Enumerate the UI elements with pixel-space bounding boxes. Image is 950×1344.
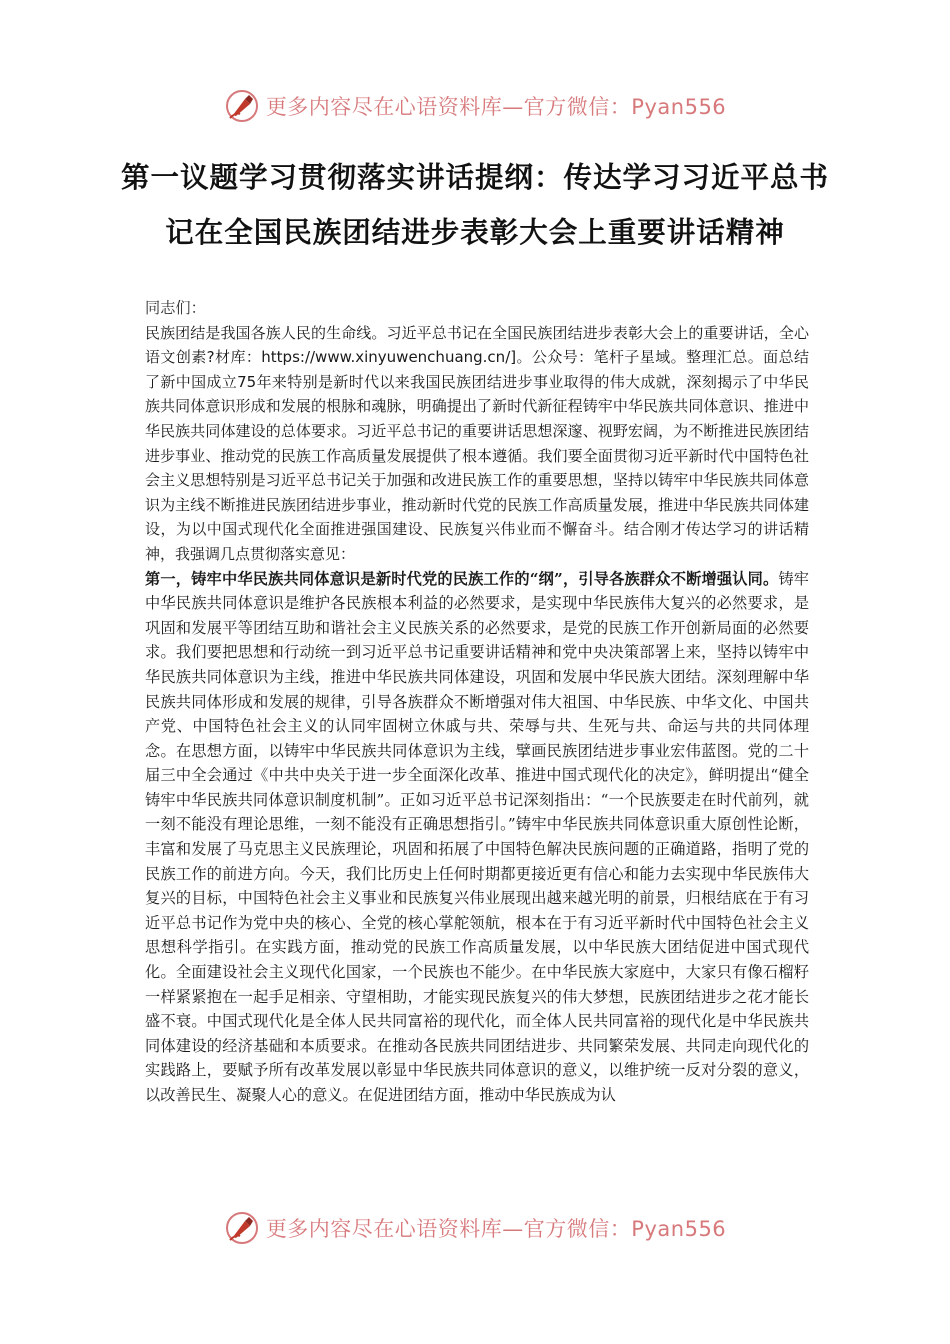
section-1-paragraph (145, 567, 809, 1108)
greeting: 同志们： (145, 299, 206, 317)
section-1-heading: 第一，铸牢中华民族共同体意识是新时代党的民族工作的“纲”，引导各族群众不断增强认同。 (145, 569, 779, 588)
watermark-banner-bottom (0, 1208, 950, 1248)
intro-paragraph: 民族团结是我国各族人民的生命线。习近平总书记在全国民族团结进步表彰大会上的重要讲话，全心语文创素?材库：https://www.xinyuwenchuang.cn/]。公众号：笔杆子星域。整理汇总。面总结了新中国成立75年来特别是新时代以来我国民族团结进步事业取得的伟大成就，深刻揭示了中华民族共同体意识形成和发展的根脉和魂脉，明确提出了新时代新征程铸牢中华民族共同体意识、推进中华民族共同体建设的总体要求。习近平总书记的重要讲话思想深邃、视野宏阔，为不断推进民族团结进步事业、推动党的民族工作高质量发展提供了根本遵循。我们要全面贯彻习近平新时代中国特色社会主义思想特别是习近平总书记关于加强和改进民族工作的重要思想，坚持以铸牢中华民族共同体意识为主线不断推进民族团结进步事业，推动新时代党的民族工作高质量发展，推进中华民族共同体建设，为以中国式现代化全面推进强国建设、民族复兴伟业而不懈奋斗。结合刚才传达学习的讲话精神，我强调几点贯彻落实意见： (145, 323, 809, 563)
watermark-banner-top (0, 86, 950, 126)
pen-nib-icon (224, 88, 260, 124)
watermark-text: 更多内容尽在心语资料库—官方微信：Pyan556 (265, 95, 727, 119)
pen-nib-icon (224, 1210, 260, 1246)
document-title: 第一议题学习贯彻落实讲话提纲：传达学习习近平总书记在全国民族团结进步表彰大会上重要讲话精神 (120, 160, 829, 249)
section-1-body: 铸牢中华民族共同体意识是维护各民族根本利益的必然要求，是实现中华民族伟大复兴的必然要求，是巩固和发展平等团结互助和谐社会主义民族关系的必然要求，是党的民族工作开创新局面的必然要求。我们要把思想和行动统一到习近平总书记重要讲话精神和党中央决策部署上来，坚持以铸牢中华民族共同体意识为主线，推进中华民族共同体建设，巩固和发展中华民族大团结。深刻理解中华民族共同体形成和发展的规律，引导各族群众不断增强对伟大祖国、中华民族、中华文化、中国共产党、中国特色社会主义的认同牢固树立休戚与共、荣辱与共、生死与共、命运与共的共同体理念。在思想方面，以铸牢中华民族共同体意识为主线，擘画民族团结进步事业宏伟蓝图。党的二十届三中全会通过《中共中央关于进一步全面深化改革、推进中国式现代化的决定》，鲜明提出“健全铸牢中华民族共同体意识制度机制”。正如习近平总书记深刻指出：“一个民族要走在时代前列，就一刻不能没有理论思维，一刻不能没有正确思想指引。”铸牢中华民族共同体意识重大原创性论断，丰富和发展了马克思主义民族理论，巩固和拓展了中国特色解决民族问题的正确道路，指明了党的民族工作的前进方向。今天，我们比历史上任何时期都更接近更有信心和能力去实现中华民族伟大复兴的目标，中国特色社会主义事业和民族复兴伟业展现出越来越光明的前景，归根结底在于有习近平总书记作为党中央的核心、全党的核心掌舵领航，根本在于有习近平新时代中国特色社会主义思想科学指引。在实践方面，推动党的民族工作高质量发展，以中华民族大团结促进中国式现代化。全面建设社会主义现代化国家，一个民族也不能少。在中华民族大家庭中，大家只有像石榴籽一样紧紧抱在一起手足相亲、守望相助，才能实现民族复兴的伟大梦想，民族团结进步之花才能长盛不衰。中国式现代化是全体人民共同富裕的现代化，而全体人民共同富裕的现代化是中华民族共同体建设的经济基础和本质要求。在推动各民族共同团结进步、共同繁荣发展、共同走向现代化的实践路上，要赋予所有改革发展以彰显中华民族共同体意识的意义，以维护统一反对分裂的意义，以改善民生、凝聚人心的意义。在促进团结方面，推动中华民族成为认 (145, 569, 809, 1104)
watermark-text: 更多内容尽在心语资料库—官方微信：Pyan556 (265, 1217, 727, 1241)
document-body (145, 296, 809, 1108)
